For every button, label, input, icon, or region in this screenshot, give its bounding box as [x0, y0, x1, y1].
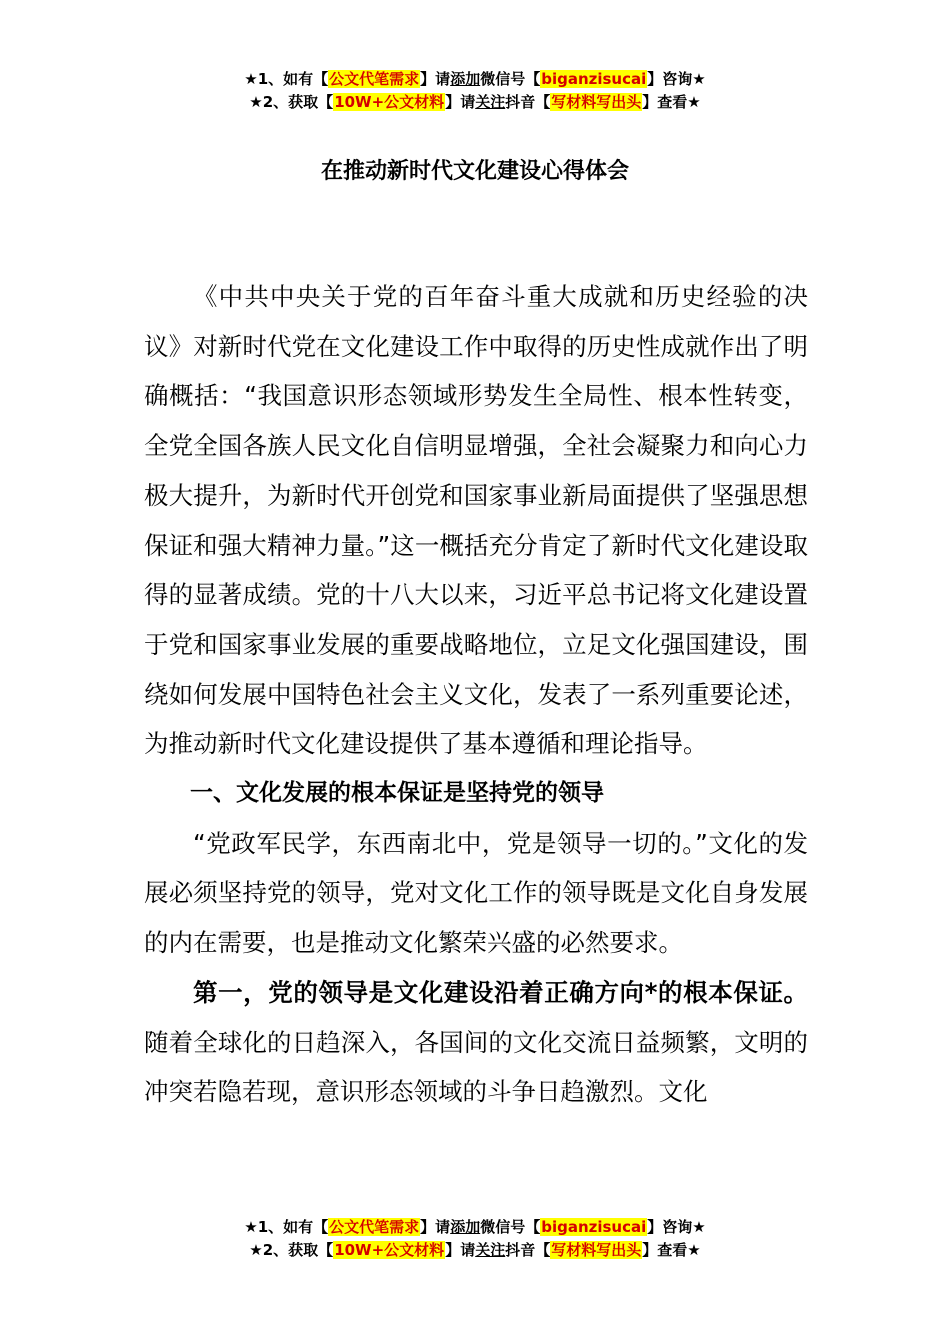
- section-heading-1: 一、文化发展的根本保证是坚持党的领导: [190, 780, 604, 807]
- document-title: 在推动新时代文化建设心得体会: [320, 159, 629, 184]
- banner-line-1: ★1、如有【公文代笔需求】请添加微信号【biganzisucai】咨询★: [244, 70, 706, 88]
- footer-highlight-wechat-id: biganzisucai: [541, 1218, 647, 1236]
- footer-line-2: ★2、获取【10W+公文材料】请关注抖音【写材料写出头】查看★: [249, 1241, 701, 1259]
- document-body: [144, 272, 808, 1117]
- header-banner: [0, 68, 950, 114]
- paragraph-first-point: [144, 968, 808, 1117]
- first-point-text: 随着全球化的日趋深入，各国间的文化交流日益频繁，文明的冲突若隐若现，意识形态领域的斗争日趋激烈。文化: [144, 1027, 808, 1107]
- footer-highlight-douyin-id: 写材料写出头: [551, 1241, 642, 1259]
- paragraph-intro: 《中共中央关于党的百年奋斗重大成就和历史经验的决议》对新时代党在文化建设工作中取得的历史性成就作出了明确概括：“我国意识形态领域形势发生全局性、根本性转变，全党全国各族人民文化自信明显增强，全社会凝聚力和向心力极大提升，为新时代开创党和国家事业新局面提供了坚强思想保证和强大精神力量。”这一概括充分肯定了新时代文化建设取得的显著成绩。党的十八大以来，习近平总书记将文化建设置于党和国家事业发展的重要战略地位，立足文化强国建设，围绕如何发展中国特色社会主义文化，发表了一系列重要论述，为推动新时代文化建设提供了基本遵循和理论指导。: [144, 282, 808, 759]
- paragraph-party-leadership: “党政军民学，东西南北中，党是领导一切的。”文化的发展必须坚持党的领导，党对文化工作的领导既是文化自身发展的内在需要，也是推动文化繁荣兴盛的必然要求。: [144, 828, 808, 958]
- footer-highlight-service: 公文代笔需求: [329, 1218, 420, 1236]
- footer-line-1: ★1、如有【公文代笔需求】请添加微信号【biganzisucai】咨询★: [244, 1218, 706, 1236]
- highlight-service: 公文代笔需求: [329, 70, 420, 88]
- highlight-materials: 10W+公文材料: [334, 93, 445, 111]
- footer-highlight-materials: 10W+公文材料: [334, 1241, 445, 1259]
- banner-line-2: ★2、获取【10W+公文材料】请关注抖音【写材料写出头】查看★: [249, 93, 701, 111]
- first-point-lead: 第一，党的领导是文化建设沿着正确方向*的根本保证。: [193, 977, 808, 1007]
- footer-banner: [0, 1216, 950, 1262]
- highlight-wechat-id: biganzisucai: [541, 70, 647, 88]
- highlight-douyin-id: 写材料写出头: [551, 93, 642, 111]
